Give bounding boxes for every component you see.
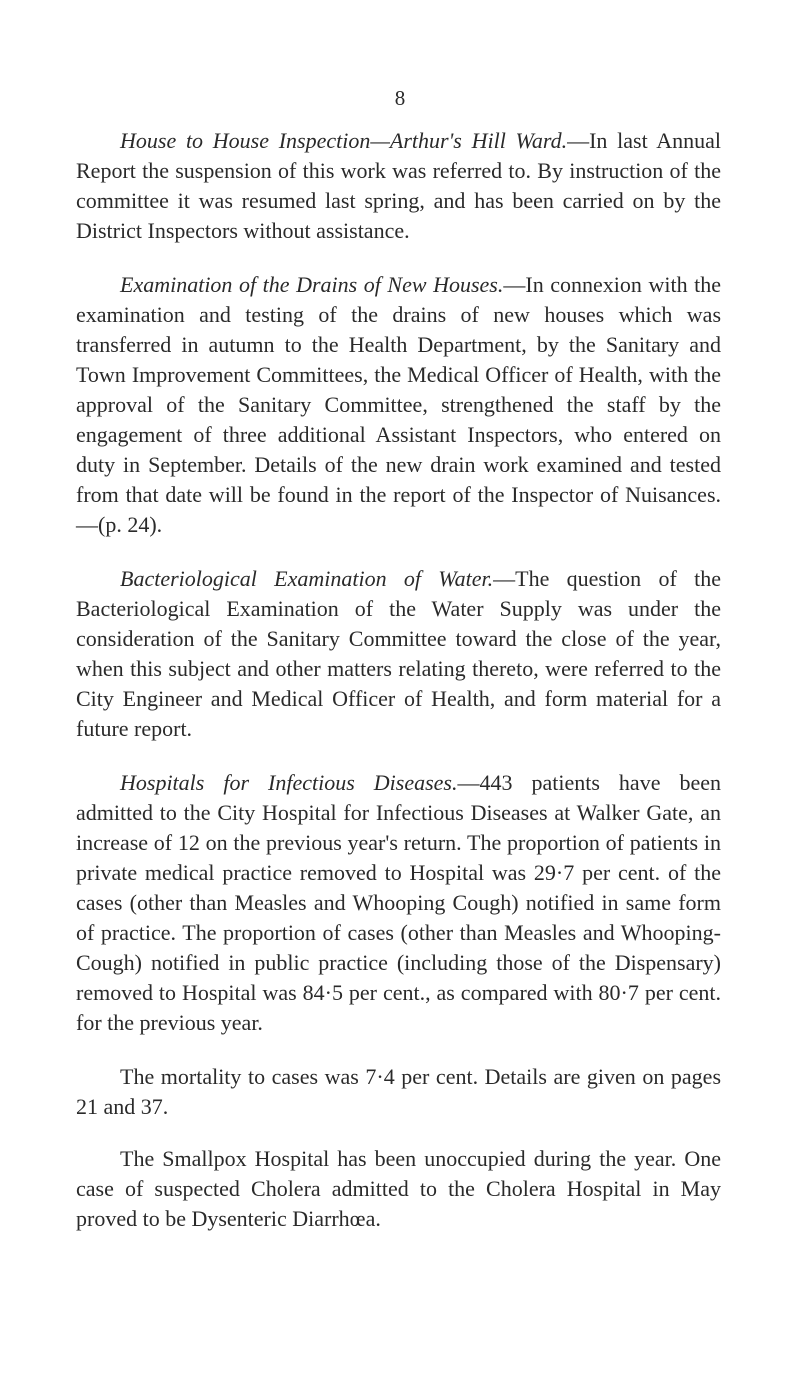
paragraph-text: —The question of the Bacteriological Examination of the Water Supply was under the consideration of the Sanitary Committee toward the close of the year, when this subject and other matters relating thereto, were referred to the City Engineer and Medical Officer of Health, and form material for a future report. (76, 566, 721, 741)
body-text (76, 126, 721, 1258)
paragraph-mortality (76, 1062, 721, 1122)
paragraph-text: —In last Annual Report the suspension of this work was referred to. By instruction of the committee it was resumed last spring, and has been carried on by the District Inspectors without assistance. (76, 128, 721, 243)
paragraph-text: —In connexion with the examination and testing of the drains of new houses which was transferred in autumn to the Health Department, by the Sanitary and Town Improvement Committees, the Medical Officer of Health, with the approval of the Sanitary Committee, strengthened the staff by the engagement of three additional Assistant Inspectors, who entered on duty in September. Details of the new drain work examined and tested from that date will be found in the report of the Inspector of Nuisances.—(p. 24). (76, 272, 721, 537)
paragraph-heading: Hospitals for Infectious Diseases. (120, 770, 458, 795)
paragraph-hospitals (76, 768, 721, 1038)
paragraph-heading: House to House Inspection—Arthur's Hill Ward. (120, 128, 568, 153)
page-number: 8 (394, 86, 406, 110)
paragraph-text: The mortality to cases was 7·4 per cent. Details are given on pages 21 and 37. (76, 1064, 721, 1119)
paragraph-drains-examination (76, 270, 721, 540)
paragraph-heading: Examination of the Drains of New Houses. (120, 272, 504, 297)
paragraph-text: The Smallpox Hospital has been unoccupied during the year. One case of suspected Cholera admitted to the Cholera Hospital in May proved to be Dysenteric Diarrhœa. (76, 1146, 721, 1231)
paragraph-heading: Bacteriological Examination of Water. (120, 566, 494, 591)
paragraph-bacteriological-examination (76, 564, 721, 744)
paragraph-text: —443 patients have been admitted to the City Hospital for Infectious Diseases at Walker Gate, an increase of 12 on the previous year's return. The proportion of patients in private medical practice removed to Hospital was 29·7 per cent. of the cases (other than Measles and Whooping Cough) notified in same form of practice. The proportion of cases (other than Measles and Whooping-Cough) notified in public practice (including those of the Dispensary) removed to Hospital was 84·5 per cent., as compared with 80·7 per cent. for the previous year. (76, 770, 721, 1035)
paragraph-house-inspection (76, 126, 721, 246)
paragraph-smallpox-hospital (76, 1144, 721, 1234)
